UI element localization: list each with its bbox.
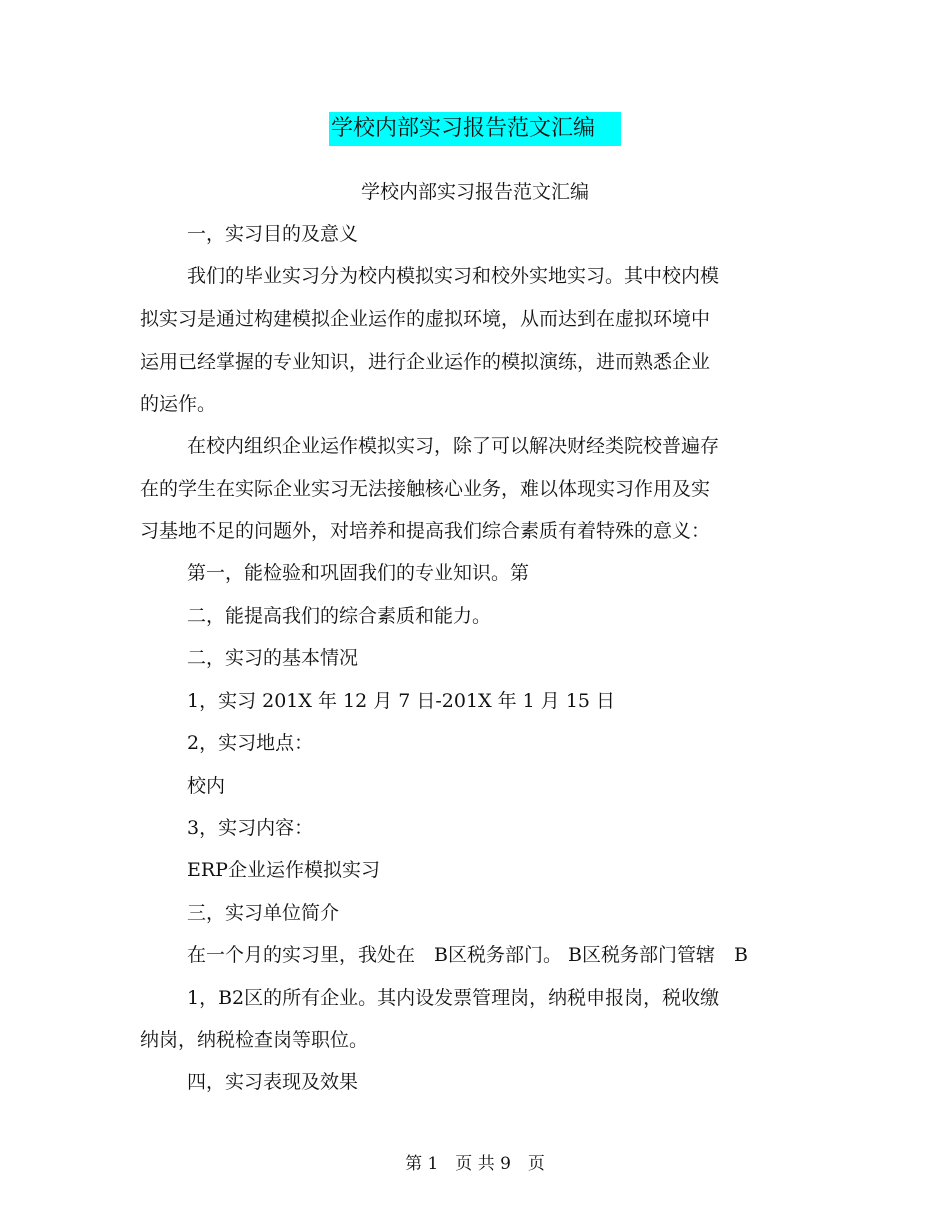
paragraph-3-line-2: 1，B2区的所有企业。其内设发票管理岗，纳税申报岗，税收缴 (187, 987, 720, 1009)
section-heading-2: 二，实习的基本情况 (187, 647, 359, 669)
paragraph-1-line-3: 运用已经掌握的专业知识，进行企业运作的模拟演练，进而熟悉企业 (140, 351, 711, 373)
internship-dates: 1，实习 201X 年 12 月 7 日-201X 年 1 月 15 日 (187, 690, 616, 712)
paragraph-1-line-2: 拟实习是通过构建模拟企业运作的虚拟环境，从而达到在虚拟环境中 (140, 308, 711, 330)
page-footer: 第 1 页 共 9 页 (405, 1154, 545, 1174)
section-heading-1: 一，实习目的及意义 (187, 223, 359, 245)
paragraph-2-line-2: 在的学生在实际企业实习无法接触核心业务，难以体现实习作用及实 (140, 478, 711, 500)
section-heading-4: 四，实习表现及效果 (187, 1071, 359, 1093)
paragraph-2-line-1: 在校内组织企业运作模拟实习，除了可以解决财经类院校普遍存 (187, 435, 720, 457)
paragraph-3-line-3: 纳岗，纳税检查岗等职位。 (140, 1029, 369, 1051)
paragraph-1-line-4: 的运作。 (140, 393, 217, 415)
subtitle: 学校内部实习报告范文汇编 (360, 181, 589, 203)
internship-content-label: 3，实习内容： (187, 817, 314, 839)
title-wrapper (0, 112, 950, 146)
point-line-1: 第一，能检验和巩固我们的专业知识。第 (187, 562, 530, 584)
internship-location-value: 校内 (187, 775, 226, 797)
internship-location-label: 2，实习地点： (187, 732, 314, 754)
internship-content-value: ERP企业运作模拟实习 (187, 859, 380, 881)
section-heading-3: 三，实习单位简介 (187, 902, 340, 924)
paragraph-1-line-1: 我们的毕业实习分为校内模拟实习和校外实地实习。其中校内模 (187, 265, 720, 287)
highlighted-title: 学校内部实习报告范文汇编 (329, 112, 621, 146)
paragraph-2-line-3: 习基地不足的问题外，对培养和提高我们综合素质有着特殊的意义： (140, 520, 711, 542)
paragraph-3-line-1: 在一个月的实习里，我处在 B区税务部门。 B区税务部门管辖 B (187, 944, 748, 966)
point-line-2: 二，能提高我们的综合素质和能力。 (187, 605, 492, 627)
